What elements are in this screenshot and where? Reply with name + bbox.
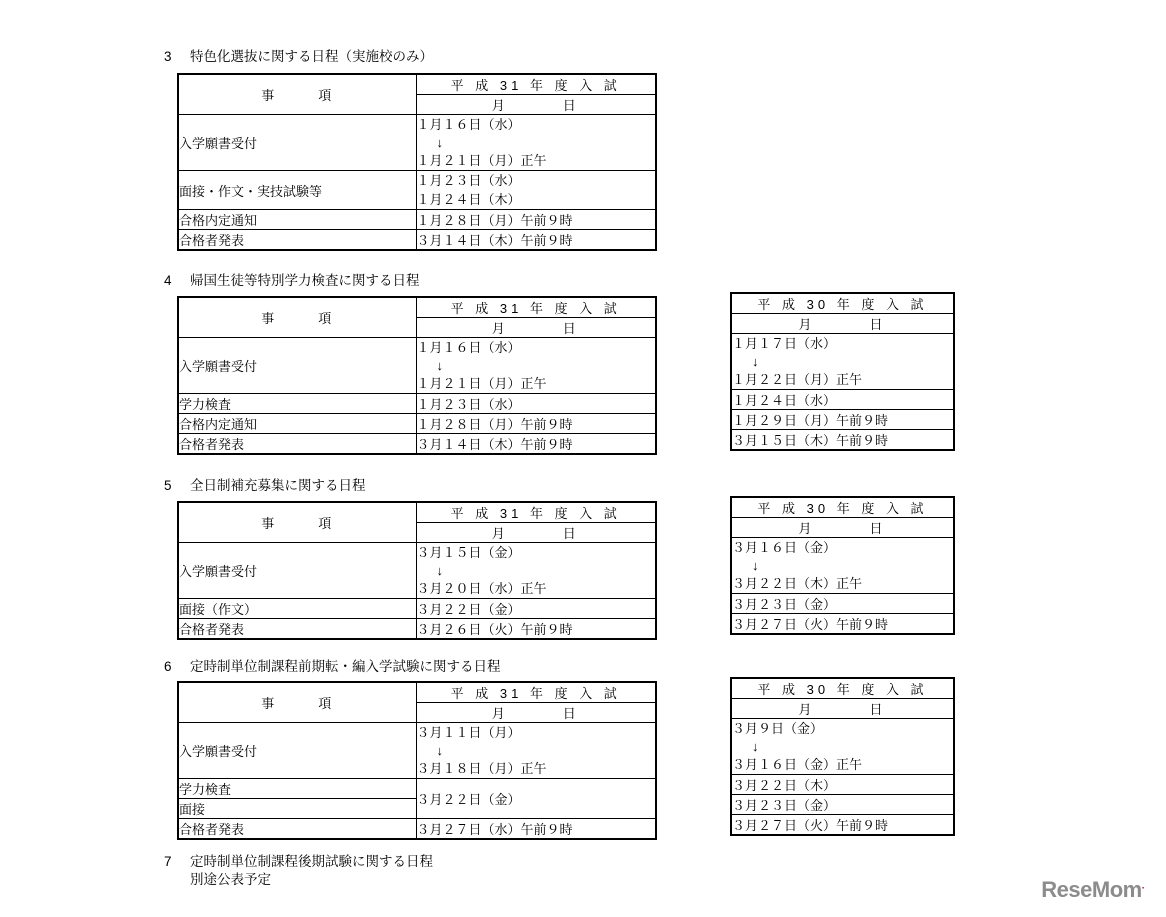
section-3-title: 特色化選抜に関する日程（実施校のみ） bbox=[190, 49, 433, 64]
table-row bbox=[731, 410, 954, 430]
row-value bbox=[416, 723, 656, 779]
row-value: ３月２３日（金） bbox=[731, 795, 954, 815]
column-header-month-day bbox=[731, 518, 954, 538]
section-5-heading bbox=[164, 477, 366, 495]
section-5-table-h30 bbox=[730, 496, 955, 635]
row-value: ３月２７日（火）午前９時 bbox=[731, 614, 954, 635]
day-label: 日 bbox=[562, 321, 580, 336]
table-row bbox=[731, 775, 954, 795]
table-header-row bbox=[178, 682, 656, 703]
section-4-number: 4 bbox=[164, 273, 172, 288]
table-row bbox=[731, 390, 954, 410]
column-header-item-a: 事 bbox=[261, 88, 277, 103]
column-header-item-b: 項 bbox=[318, 311, 334, 326]
row-item-label: 面接・作文・実技試験等 bbox=[178, 171, 416, 210]
month-label: 月 bbox=[491, 98, 509, 113]
month-label: 月 bbox=[798, 702, 816, 717]
row-value bbox=[731, 719, 954, 775]
row-item-label: 面接（作文） bbox=[178, 599, 416, 619]
column-header-year: 平 成 30 年 度 入 試 bbox=[731, 678, 954, 699]
row-item-label: 入学願書受付 bbox=[178, 543, 416, 599]
table-row bbox=[178, 819, 656, 840]
section-7-title: 定時制単位制課程後期試験に関する日程 bbox=[190, 854, 433, 869]
column-header-month-day bbox=[731, 314, 954, 334]
row-value-line: １月１６日（水） bbox=[416, 117, 521, 132]
row-value bbox=[416, 171, 656, 210]
row-item-label: 入学願書受付 bbox=[178, 723, 416, 779]
month-label: 月 bbox=[798, 317, 816, 332]
resemom-watermark bbox=[1041, 877, 1144, 903]
section-5-title: 全日制補充募集に関する日程 bbox=[190, 478, 366, 493]
section-7-subtitle: 別途公表予定 bbox=[190, 872, 271, 887]
column-header-month-day bbox=[731, 699, 954, 719]
watermark-dot: . bbox=[1141, 880, 1144, 892]
row-value-arrow: ↓ bbox=[436, 743, 443, 758]
section-3-table-h31 bbox=[177, 73, 657, 251]
section-7 bbox=[164, 853, 433, 889]
section-6-table-h31 bbox=[177, 681, 657, 840]
table-header-row bbox=[178, 74, 656, 95]
row-value bbox=[416, 543, 656, 599]
row-value-arrow: ↓ bbox=[436, 563, 443, 578]
row-value-line: １月２１日（月）正午 bbox=[416, 376, 547, 391]
section-4-title: 帰国生徒等特別学力検査に関する日程 bbox=[190, 273, 420, 288]
section-6-number: 6 bbox=[164, 659, 172, 674]
column-header-item bbox=[178, 502, 416, 543]
row-value: ３月２２日（金） bbox=[416, 599, 656, 619]
month-label: 月 bbox=[798, 521, 816, 536]
row-value: ３月２７日（水）午前９時 bbox=[416, 819, 656, 840]
column-header-year: 平 成 31 年 度 入 試 bbox=[416, 74, 656, 95]
row-value-line: ３月２２日（木）正午 bbox=[732, 576, 863, 591]
section-4 bbox=[164, 272, 420, 290]
table-row bbox=[731, 815, 954, 836]
row-value-line: １月１７日（水） bbox=[732, 336, 837, 351]
row-value-line: １月２１日（月）正午 bbox=[416, 153, 547, 168]
row-value-arrow: ↓ bbox=[752, 739, 759, 754]
column-header-month-day bbox=[416, 318, 656, 338]
row-value: １月２３日（水） bbox=[416, 394, 656, 414]
row-item-label: 学力検査 bbox=[178, 779, 416, 799]
month-label: 月 bbox=[491, 321, 509, 336]
month-label: 月 bbox=[491, 526, 509, 541]
row-value-line: ３月１８日（月）正午 bbox=[416, 761, 547, 776]
row-value-line: １月２４日（木） bbox=[416, 192, 521, 207]
table-row bbox=[178, 414, 656, 434]
row-value: １月２８日（月）午前９時 bbox=[416, 414, 656, 434]
row-item-label: 合格内定通知 bbox=[178, 414, 416, 434]
column-header-item-a: 事 bbox=[261, 516, 277, 531]
table-subheader-row bbox=[731, 314, 954, 334]
table-row bbox=[178, 210, 656, 230]
section-6-table-h30 bbox=[730, 677, 955, 836]
row-item-label: 合格者発表 bbox=[178, 434, 416, 455]
row-value-arrow: ↓ bbox=[436, 358, 443, 373]
row-value: １月２４日（水） bbox=[731, 390, 954, 410]
table-row bbox=[178, 723, 656, 779]
row-item-label: 入学願書受付 bbox=[178, 338, 416, 394]
table-row bbox=[731, 334, 954, 390]
table-subheader-row bbox=[731, 699, 954, 719]
column-header-year: 平 成 31 年 度 入 試 bbox=[416, 682, 656, 703]
section-4-table-h30 bbox=[730, 292, 955, 451]
section-3-number: 3 bbox=[164, 49, 172, 64]
row-item-label: 入学願書受付 bbox=[178, 115, 416, 171]
row-value-line: ３月９日（金） bbox=[732, 721, 824, 736]
row-value: ３月２６日（火）午前９時 bbox=[416, 619, 656, 640]
table-row bbox=[178, 543, 656, 599]
row-value-line: ３月１１日（月） bbox=[416, 725, 521, 740]
row-value: ３月１５日（木）午前９時 bbox=[731, 430, 954, 451]
day-label: 日 bbox=[869, 521, 887, 536]
column-header-item bbox=[178, 682, 416, 723]
row-value: １月２８日（月）午前９時 bbox=[416, 210, 656, 230]
section-6-title: 定時制単位制課程前期転・編入学試験に関する日程 bbox=[190, 659, 501, 674]
section-5 bbox=[164, 477, 366, 495]
table-row bbox=[731, 719, 954, 775]
table-row bbox=[731, 795, 954, 815]
day-label: 日 bbox=[562, 526, 580, 541]
row-item-label: 合格者発表 bbox=[178, 619, 416, 640]
section-5-table-h31 bbox=[177, 501, 657, 640]
row-item-label: 学力検査 bbox=[178, 394, 416, 414]
table-row bbox=[178, 115, 656, 171]
column-header-item bbox=[178, 74, 416, 115]
day-label: 日 bbox=[562, 706, 580, 721]
column-header-item-b: 項 bbox=[318, 696, 334, 711]
day-label: 日 bbox=[562, 98, 580, 113]
table-row bbox=[178, 230, 656, 251]
column-header-year: 平 成 30 年 度 入 試 bbox=[731, 497, 954, 518]
row-value: ３月１４日（木）午前９時 bbox=[416, 434, 656, 455]
table-header-row bbox=[731, 678, 954, 699]
row-value bbox=[416, 115, 656, 171]
table-row bbox=[178, 338, 656, 394]
row-value-arrow: ↓ bbox=[436, 135, 443, 150]
table-row bbox=[178, 434, 656, 455]
table-header-row bbox=[731, 497, 954, 518]
row-value-line: １月１６日（水） bbox=[416, 340, 521, 355]
row-value: ３月２３日（金） bbox=[731, 594, 954, 614]
row-value-arrow: ↓ bbox=[752, 354, 759, 369]
section-4-heading bbox=[164, 272, 420, 290]
row-value-line: １月２３日（水） bbox=[416, 173, 521, 188]
table-header-row bbox=[731, 293, 954, 314]
watermark-text: ReseMom bbox=[1041, 877, 1142, 902]
column-header-item-a: 事 bbox=[261, 696, 277, 711]
row-value-line: ３月１６日（金）正午 bbox=[732, 757, 863, 772]
section-7-number: 7 bbox=[164, 854, 172, 869]
section-3-heading bbox=[164, 48, 433, 66]
table-header-row bbox=[178, 502, 656, 523]
row-value bbox=[416, 338, 656, 394]
row-value: ３月１４日（木）午前９時 bbox=[416, 230, 656, 251]
row-value-arrow: ↓ bbox=[752, 558, 759, 573]
table-row bbox=[178, 779, 656, 799]
row-value: １月２９日（月）午前９時 bbox=[731, 410, 954, 430]
row-value: ３月２２日（木） bbox=[731, 775, 954, 795]
table-row bbox=[178, 171, 656, 210]
row-value-line: １月２２日（月）正午 bbox=[732, 372, 863, 387]
column-header-month-day bbox=[416, 703, 656, 723]
column-header-month-day bbox=[416, 523, 656, 543]
row-value-line: ３月２０日（水）正午 bbox=[416, 581, 547, 596]
table-row bbox=[178, 599, 656, 619]
column-header-month-day bbox=[416, 95, 656, 115]
column-header-item-b: 項 bbox=[318, 516, 334, 531]
section-6-heading bbox=[164, 658, 501, 676]
table-row bbox=[731, 614, 954, 635]
row-value-line: ３月１６日（金） bbox=[732, 540, 837, 555]
row-value bbox=[731, 538, 954, 594]
row-value: ３月２２日（金） bbox=[416, 779, 656, 819]
table-row bbox=[731, 538, 954, 594]
section-7-heading bbox=[164, 853, 433, 871]
column-header-year: 平 成 31 年 度 入 試 bbox=[416, 502, 656, 523]
day-label: 日 bbox=[869, 702, 887, 717]
row-item-label: 合格者発表 bbox=[178, 230, 416, 251]
table-row bbox=[178, 394, 656, 414]
column-header-item bbox=[178, 297, 416, 338]
section-6 bbox=[164, 658, 501, 676]
row-value bbox=[731, 334, 954, 390]
table-row bbox=[731, 430, 954, 451]
row-item-label: 合格内定通知 bbox=[178, 210, 416, 230]
row-value: ３月２７日（火）午前９時 bbox=[731, 815, 954, 836]
column-header-item-a: 事 bbox=[261, 311, 277, 326]
row-value-line: ３月１５日（金） bbox=[416, 545, 521, 560]
day-label: 日 bbox=[869, 317, 887, 332]
section-4-table-h31 bbox=[177, 296, 657, 455]
table-row bbox=[178, 619, 656, 640]
column-header-year: 平 成 30 年 度 入 試 bbox=[731, 293, 954, 314]
row-item-label: 合格者発表 bbox=[178, 819, 416, 840]
column-header-item-b: 項 bbox=[318, 88, 334, 103]
table-row bbox=[731, 594, 954, 614]
table-subheader-row bbox=[731, 518, 954, 538]
section-3 bbox=[164, 48, 433, 66]
table-header-row bbox=[178, 297, 656, 318]
month-label: 月 bbox=[491, 706, 509, 721]
column-header-year: 平 成 31 年 度 入 試 bbox=[416, 297, 656, 318]
row-item-label: 面接 bbox=[178, 799, 416, 819]
section-5-number: 5 bbox=[164, 478, 172, 493]
